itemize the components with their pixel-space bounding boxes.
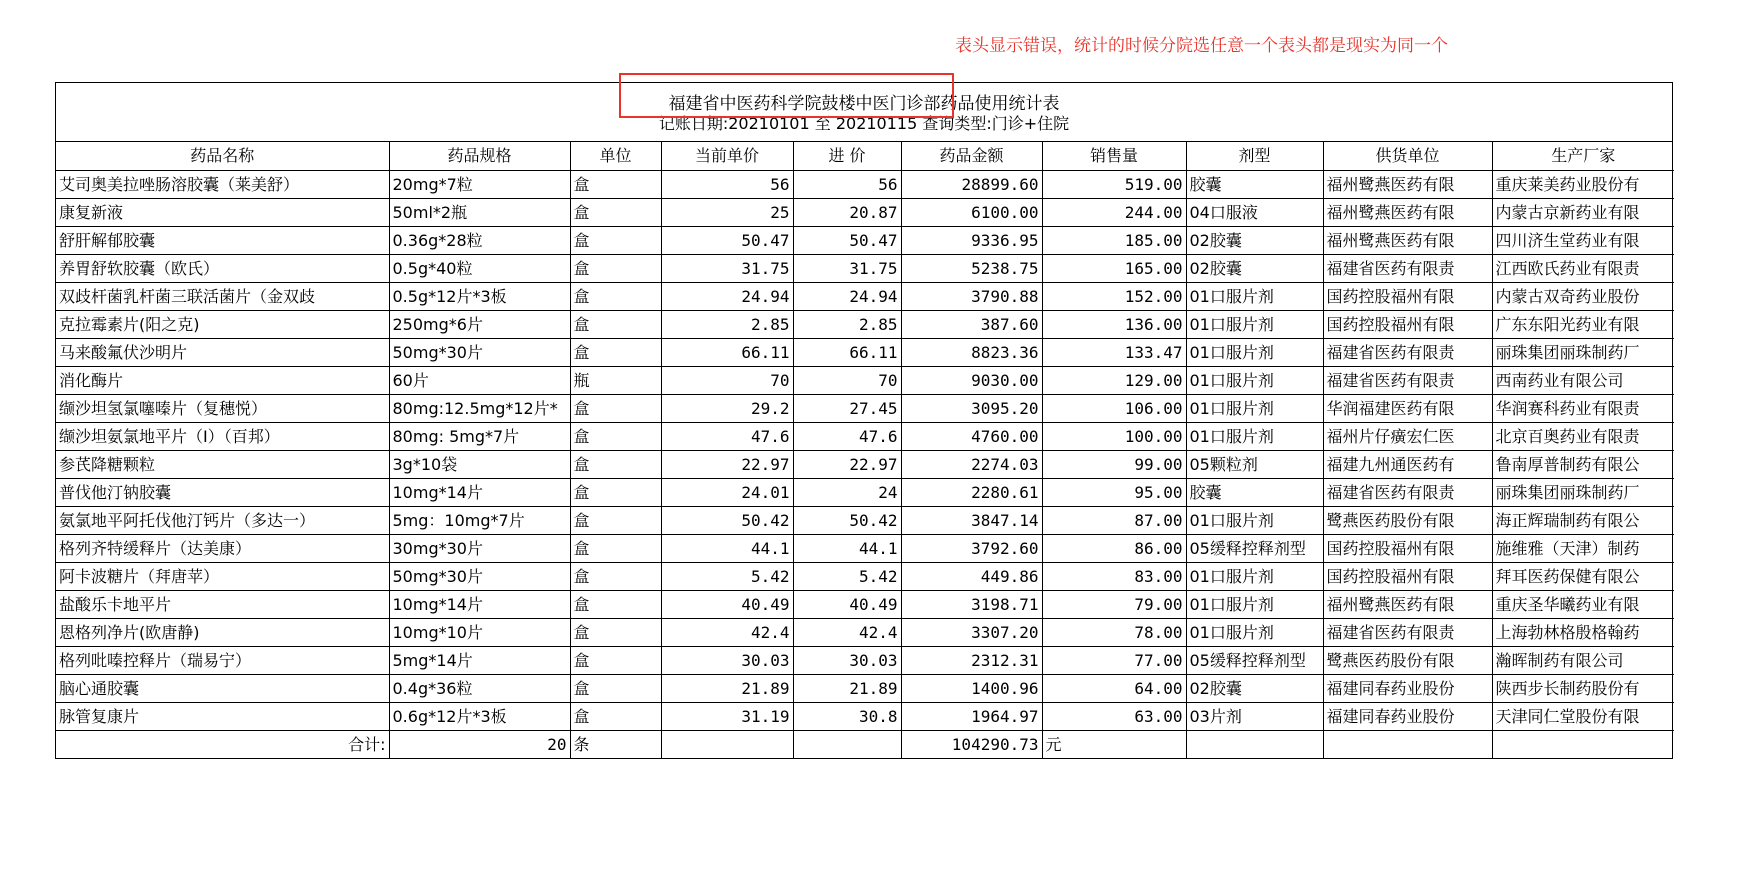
table-cell: 2.85 <box>661 310 793 338</box>
table-cell: 21.89 <box>793 674 901 702</box>
table-cell: 24.01 <box>661 478 793 506</box>
table-cell: 广东东阳光药业有限 <box>1492 310 1674 338</box>
table-cell: 丽珠集团丽珠制药厂 <box>1492 338 1674 366</box>
table-cell: 01口服片剂 <box>1186 394 1323 422</box>
report-subtitle: 记账日期:20210101 至 20210115 查询类型:门诊+住院 <box>658 114 1070 133</box>
table-cell: 95.00 <box>1042 478 1186 506</box>
table-row <box>56 618 1674 646</box>
table-cell: 鹭燕医药股份有限 <box>1323 506 1492 534</box>
table-cell: 50mg*30片 <box>389 562 570 590</box>
table-cell: 20.87 <box>793 198 901 226</box>
table-cell: 施维雅（天津）制药 <box>1492 534 1674 562</box>
summary-total: 104290.73 <box>901 730 1042 758</box>
table-row <box>56 282 1674 310</box>
table-cell: 152.00 <box>1042 282 1186 310</box>
table-row <box>56 702 1674 730</box>
table-cell: 康复新液 <box>56 198 389 226</box>
table-cell: 盒 <box>570 338 661 366</box>
table-cell: 参芪降糖颗粒 <box>56 450 389 478</box>
column-header: 单位 <box>570 142 661 170</box>
table-cell: 克拉霉素片(阳之克) <box>56 310 389 338</box>
table-cell: 盒 <box>570 674 661 702</box>
table-cell: 5mg：10mg*7片 <box>389 506 570 534</box>
table-cell: 陕西步长制药股份有 <box>1492 674 1674 702</box>
table-row <box>56 450 1674 478</box>
table-row <box>56 394 1674 422</box>
table-cell: 44.1 <box>793 534 901 562</box>
table-cell: 64.00 <box>1042 674 1186 702</box>
column-header: 剂型 <box>1186 142 1323 170</box>
table-cell: 天津同仁堂股份有限 <box>1492 702 1674 730</box>
table-cell: 胶囊 <box>1186 478 1323 506</box>
table-cell: 盒 <box>570 618 661 646</box>
table-cell: 40.49 <box>661 590 793 618</box>
table-cell: 国药控股福州有限 <box>1323 310 1492 338</box>
table-cell: 165.00 <box>1042 254 1186 282</box>
table-cell: 3198.71 <box>901 590 1042 618</box>
table-cell: 47.6 <box>661 422 793 450</box>
table-cell: 9336.95 <box>901 226 1042 254</box>
table-cell: 01口服片剂 <box>1186 338 1323 366</box>
table-cell: 3792.60 <box>901 534 1042 562</box>
table-cell: 福建省医药有限责 <box>1323 478 1492 506</box>
table-cell: 22.97 <box>793 450 901 478</box>
annotation-text: 表头显示错误，统计的时候分院选任意一个表头都是现实为同一个 <box>955 36 1448 56</box>
table-cell: 福州片仔癀宏仁医 <box>1323 422 1492 450</box>
table-cell: 3847.14 <box>901 506 1042 534</box>
summary-count: 20 <box>389 730 570 758</box>
table-cell: 5238.75 <box>901 254 1042 282</box>
table-cell: 50.42 <box>661 506 793 534</box>
table-cell: 27.45 <box>793 394 901 422</box>
table-cell: 24.94 <box>793 282 901 310</box>
table-cell: 5.42 <box>793 562 901 590</box>
table-cell: 31.75 <box>793 254 901 282</box>
table-cell: 华润赛科药业有限责 <box>1492 394 1674 422</box>
table-cell: 北京百奥药业有限责 <box>1492 422 1674 450</box>
table-cell: 01口服片剂 <box>1186 590 1323 618</box>
table-cell: 56 <box>661 170 793 198</box>
table-cell: 30.8 <box>793 702 901 730</box>
table-cell: 106.00 <box>1042 394 1186 422</box>
drug-usage-table <box>56 142 1674 758</box>
table-cell: 136.00 <box>1042 310 1186 338</box>
table-cell: 3095.20 <box>901 394 1042 422</box>
table-cell: 129.00 <box>1042 366 1186 394</box>
report-header <box>56 83 1672 142</box>
table-cell: 244.00 <box>1042 198 1186 226</box>
table-cell: 30mg*30片 <box>389 534 570 562</box>
table-row <box>56 366 1674 394</box>
table-cell: 87.00 <box>1042 506 1186 534</box>
table-cell: 脑心通胶囊 <box>56 674 389 702</box>
table-cell: 01口服片剂 <box>1186 422 1323 450</box>
table-cell: 78.00 <box>1042 618 1186 646</box>
table-cell: 恩格列净片(欧唐静) <box>56 618 389 646</box>
table-cell: 4760.00 <box>901 422 1042 450</box>
table-cell: 24 <box>793 478 901 506</box>
table-row <box>56 198 1674 226</box>
table-cell: 重庆圣华曦药业有限 <box>1492 590 1674 618</box>
table-cell: 胶囊 <box>1186 170 1323 198</box>
table-cell: 50.47 <box>661 226 793 254</box>
summary-empty-cell <box>1323 730 1492 758</box>
table-row <box>56 254 1674 282</box>
table-cell: 29.2 <box>661 394 793 422</box>
table-cell: 24.94 <box>661 282 793 310</box>
table-cell: 艾司奥美拉唑肠溶胶囊（莱美舒） <box>56 170 389 198</box>
table-cell: 丽珠集团丽珠制药厂 <box>1492 478 1674 506</box>
table-cell: 42.4 <box>793 618 901 646</box>
table-cell: 77.00 <box>1042 646 1186 674</box>
table-cell: 44.1 <box>661 534 793 562</box>
table-cell: 盒 <box>570 562 661 590</box>
table-cell: 02胶囊 <box>1186 254 1323 282</box>
column-header: 销售量 <box>1042 142 1186 170</box>
column-header: 进 价 <box>793 142 901 170</box>
table-cell: 01口服片剂 <box>1186 310 1323 338</box>
table-cell: 福建省医药有限责 <box>1323 618 1492 646</box>
summary-row <box>56 730 1674 758</box>
table-cell: 上海勃林格殷格翰药 <box>1492 618 1674 646</box>
table-cell: 马来酸氟伏沙明片 <box>56 338 389 366</box>
table-cell: 31.19 <box>661 702 793 730</box>
table-cell: 47.6 <box>793 422 901 450</box>
table-cell: 31.75 <box>661 254 793 282</box>
table-cell: 盒 <box>570 226 661 254</box>
table-cell: 盒 <box>570 170 661 198</box>
table-cell: 盒 <box>570 282 661 310</box>
table-cell: 42.4 <box>661 618 793 646</box>
table-cell: 04口服液 <box>1186 198 1323 226</box>
table-cell: 01口服片剂 <box>1186 282 1323 310</box>
table-cell: 格列吡嗪控释片（瑞易宁） <box>56 646 389 674</box>
table-cell: 60片 <box>389 366 570 394</box>
table-cell: 449.86 <box>901 562 1042 590</box>
table-cell: 盒 <box>570 254 661 282</box>
table-cell: 79.00 <box>1042 590 1186 618</box>
table-cell: 1964.97 <box>901 702 1042 730</box>
table-cell: 瀚晖制药有限公司 <box>1492 646 1674 674</box>
table-cell: 25 <box>661 198 793 226</box>
table-cell: 缬沙坦氢氯噻嗪片（复穗悦） <box>56 394 389 422</box>
table-cell: 5.42 <box>661 562 793 590</box>
table-cell: 国药控股福州有限 <box>1323 282 1492 310</box>
table-cell: 250mg*6片 <box>389 310 570 338</box>
table-cell: 50ml*2瓶 <box>389 198 570 226</box>
table-cell: 70 <box>793 366 901 394</box>
table-cell: 国药控股福州有限 <box>1323 562 1492 590</box>
table-cell: 63.00 <box>1042 702 1186 730</box>
table-cell: 80mg:12.5mg*12片* <box>389 394 570 422</box>
table-cell: 3g*10袋 <box>389 450 570 478</box>
report-table-frame <box>55 82 1673 759</box>
table-cell: 66.11 <box>661 338 793 366</box>
table-cell: 盐酸乐卡地平片 <box>56 590 389 618</box>
table-cell: 3790.88 <box>901 282 1042 310</box>
table-cell: 2274.03 <box>901 450 1042 478</box>
table-cell: 福建省医药有限责 <box>1323 254 1492 282</box>
table-cell: 8823.36 <box>901 338 1042 366</box>
column-header: 药品金额 <box>901 142 1042 170</box>
table-cell: 缬沙坦氨氯地平片（I）（百邦） <box>56 422 389 450</box>
table-cell: 阿卡波糖片（拜唐苹） <box>56 562 389 590</box>
table-cell: 20mg*7粒 <box>389 170 570 198</box>
table-cell: 盒 <box>570 506 661 534</box>
table-cell: 2280.61 <box>901 478 1042 506</box>
table-cell: 福建同春药业股份 <box>1323 702 1492 730</box>
table-row <box>56 338 1674 366</box>
table-cell: 盒 <box>570 394 661 422</box>
table-cell: 福州鹭燕医药有限 <box>1323 226 1492 254</box>
table-cell: 01口服片剂 <box>1186 366 1323 394</box>
table-cell: 10mg*10片 <box>389 618 570 646</box>
table-cell: 内蒙古京新药业有限 <box>1492 198 1674 226</box>
column-header: 药品规格 <box>389 142 570 170</box>
table-cell: 鲁南厚普制药有限公 <box>1492 450 1674 478</box>
table-cell: 03片剂 <box>1186 702 1323 730</box>
table-cell: 重庆莱美药业股份有 <box>1492 170 1674 198</box>
table-cell: 21.89 <box>661 674 793 702</box>
table-row <box>56 310 1674 338</box>
table-cell: 100.00 <box>1042 422 1186 450</box>
table-row <box>56 422 1674 450</box>
table-cell: 40.49 <box>793 590 901 618</box>
table-cell: 氨氯地平阿托伐他汀钙片（多达一） <box>56 506 389 534</box>
table-cell: 福建同春药业股份 <box>1323 674 1492 702</box>
table-row <box>56 534 1674 562</box>
table-cell: 05颗粒剂 <box>1186 450 1323 478</box>
table-cell: 养胃舒软胶囊（欧氏） <box>56 254 389 282</box>
summary-label: 合计: <box>56 730 389 758</box>
table-cell: 05缓释控释剂型 <box>1186 534 1323 562</box>
table-cell: 02胶囊 <box>1186 674 1323 702</box>
table-body <box>56 170 1674 758</box>
table-cell: 0.6g*12片*3板 <box>389 702 570 730</box>
table-row <box>56 646 1674 674</box>
table-cell: 盒 <box>570 646 661 674</box>
table-cell: 0.36g*28粒 <box>389 226 570 254</box>
table-cell: 盒 <box>570 310 661 338</box>
table-cell: 内蒙古双奇药业股份 <box>1492 282 1674 310</box>
table-cell: 消化酶片 <box>56 366 389 394</box>
table-cell: 盒 <box>570 590 661 618</box>
table-cell: 盒 <box>570 702 661 730</box>
table-row <box>56 506 1674 534</box>
table-row <box>56 562 1674 590</box>
table-cell: 瓶 <box>570 366 661 394</box>
table-header-row <box>56 142 1674 170</box>
table-cell: 01口服片剂 <box>1186 506 1323 534</box>
table-cell: 福州鹭燕医药有限 <box>1323 590 1492 618</box>
summary-empty-cell <box>1186 730 1323 758</box>
table-cell: 华润福建医药有限 <box>1323 394 1492 422</box>
column-header: 供货单位 <box>1323 142 1492 170</box>
table-cell: 01口服片剂 <box>1186 618 1323 646</box>
table-cell: 1400.96 <box>901 674 1042 702</box>
table-cell: 80mg: 5mg*7片 <box>389 422 570 450</box>
column-header: 当前单价 <box>661 142 793 170</box>
column-header: 生产厂家 <box>1492 142 1674 170</box>
table-cell: 海正辉瑞制药有限公 <box>1492 506 1674 534</box>
table-cell: 盒 <box>570 534 661 562</box>
table-cell: 02胶囊 <box>1186 226 1323 254</box>
table-cell: 99.00 <box>1042 450 1186 478</box>
table-cell: 格列齐特缓释片（达美康） <box>56 534 389 562</box>
table-cell: 四川济生堂药业有限 <box>1492 226 1674 254</box>
table-cell: 脉管复康片 <box>56 702 389 730</box>
table-cell: 国药控股福州有限 <box>1323 534 1492 562</box>
table-cell: 70 <box>661 366 793 394</box>
table-cell: 2.85 <box>793 310 901 338</box>
table-cell: 0.4g*36粒 <box>389 674 570 702</box>
table-cell: 50.42 <box>793 506 901 534</box>
table-cell: 56 <box>793 170 901 198</box>
table-cell: 盒 <box>570 422 661 450</box>
table-cell: 83.00 <box>1042 562 1186 590</box>
table-cell: 01口服片剂 <box>1186 562 1323 590</box>
summary-count-unit: 条 <box>570 730 661 758</box>
table-row <box>56 226 1674 254</box>
table-cell: 28899.60 <box>901 170 1042 198</box>
table-cell: 舒肝解郁胶囊 <box>56 226 389 254</box>
table-cell: 拜耳医药保健有限公 <box>1492 562 1674 590</box>
table-cell: 66.11 <box>793 338 901 366</box>
report-title: 福建省中医药科学院鼓楼中医门诊部药品使用统计表 <box>668 94 1060 114</box>
table-cell: 0.5g*40粒 <box>389 254 570 282</box>
table-cell: 519.00 <box>1042 170 1186 198</box>
table-cell: 86.00 <box>1042 534 1186 562</box>
table-cell: 387.60 <box>901 310 1042 338</box>
summary-empty-cell <box>1492 730 1674 758</box>
table-cell: 普伐他汀钠胶囊 <box>56 478 389 506</box>
table-cell: 22.97 <box>661 450 793 478</box>
table-cell: 30.03 <box>793 646 901 674</box>
table-cell: 10mg*14片 <box>389 590 570 618</box>
table-cell: 盒 <box>570 450 661 478</box>
table-row <box>56 590 1674 618</box>
table-cell: 05缓释控释剂型 <box>1186 646 1323 674</box>
table-cell: 133.47 <box>1042 338 1186 366</box>
table-cell: 0.5g*12片*3板 <box>389 282 570 310</box>
summary-empty-cell <box>661 730 793 758</box>
summary-empty-cell <box>793 730 901 758</box>
table-cell: 2312.31 <box>901 646 1042 674</box>
column-header: 药品名称 <box>56 142 389 170</box>
table-cell: 5mg*14片 <box>389 646 570 674</box>
table-cell: 盒 <box>570 198 661 226</box>
table-cell: 50mg*30片 <box>389 338 570 366</box>
table-cell: 50.47 <box>793 226 901 254</box>
table-cell: 福州鹭燕医药有限 <box>1323 170 1492 198</box>
table-row <box>56 674 1674 702</box>
table-cell: 福州鹭燕医药有限 <box>1323 198 1492 226</box>
table-cell: 30.03 <box>661 646 793 674</box>
table-cell: 福建省医药有限责 <box>1323 338 1492 366</box>
table-cell: 鹭燕医药股份有限 <box>1323 646 1492 674</box>
table-cell: 福建省医药有限责 <box>1323 366 1492 394</box>
table-cell: 西南药业有限公司 <box>1492 366 1674 394</box>
table-cell: 185.00 <box>1042 226 1186 254</box>
table-cell: 3307.20 <box>901 618 1042 646</box>
table-cell: 江西欧氏药业有限责 <box>1492 254 1674 282</box>
table-cell: 9030.00 <box>901 366 1042 394</box>
table-cell: 6100.00 <box>901 198 1042 226</box>
table-cell: 双歧杆菌乳杆菌三联活菌片（金双歧 <box>56 282 389 310</box>
table-cell: 盒 <box>570 478 661 506</box>
table-cell: 10mg*14片 <box>389 478 570 506</box>
table-row <box>56 170 1674 198</box>
table-cell: 福建九州通医药有 <box>1323 450 1492 478</box>
summary-total-unit: 元 <box>1042 730 1186 758</box>
table-row <box>56 478 1674 506</box>
